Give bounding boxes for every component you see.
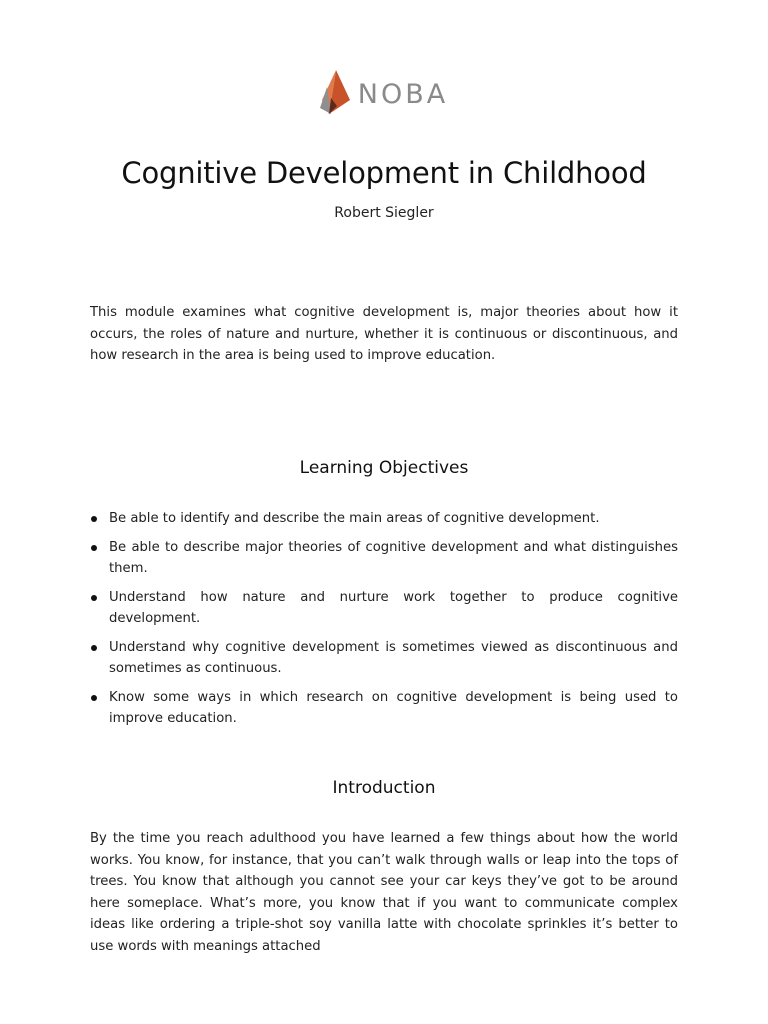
- author-name: Robert Siegler: [334, 205, 434, 221]
- objective-item: [90, 637, 678, 680]
- noba-logo: [0, 70, 768, 114]
- logo-wordmark: NOBA: [357, 78, 449, 110]
- page-title: Cognitive Development in Childhood: [121, 156, 647, 190]
- learning-objectives-list: [90, 508, 678, 737]
- objective-item: [90, 508, 678, 530]
- noba-mountain-icon: [320, 70, 350, 114]
- bullet-icon: [91, 695, 97, 701]
- objective-text: Understand how nature and nurture work together to produce cognitive development.: [109, 589, 678, 626]
- introduction-heading: Introduction: [332, 778, 436, 798]
- bullet-icon: [91, 516, 97, 522]
- abstract-paragraph: This module examines what cognitive development is, major theories about how it occurs, the roles of nature and nurture, whether it is continuous or discontinuous, and how research in the area is being used to improve education.: [90, 305, 678, 363]
- introduction-paragraph: By the time you reach adulthood you have learned a few things about how the world works. You know, for instance, that you can’t walk through walls or leap into the tops of trees. You know that although you cannot see your car keys they’ve got to be around here someplace. What’s more, you know that if you want to communicate complex ideas like ordering a triple-shot soy vanilla latte with chocolate sprinkles it’s better to use words with meanings attached: [90, 831, 678, 954]
- bullet-icon: [91, 545, 97, 551]
- learning-objectives-heading: Learning Objectives: [299, 458, 469, 478]
- objective-text: Be able to identify and describe the main areas of cognitive development.: [109, 511, 600, 526]
- bullet-icon: [91, 595, 97, 601]
- bullet-icon: [91, 645, 97, 651]
- objective-text: Understand why cognitive development is sometimes viewed as discontinuous and sometimes as continuous.: [109, 639, 678, 676]
- objective-item: [90, 587, 678, 630]
- objective-item: [90, 687, 678, 730]
- objective-text: Know some ways in which research on cognitive development is being used to improve education.: [109, 689, 678, 726]
- objective-text: Be able to describe major theories of cognitive development and what distinguishes them.: [109, 539, 678, 576]
- objective-item: [90, 537, 678, 580]
